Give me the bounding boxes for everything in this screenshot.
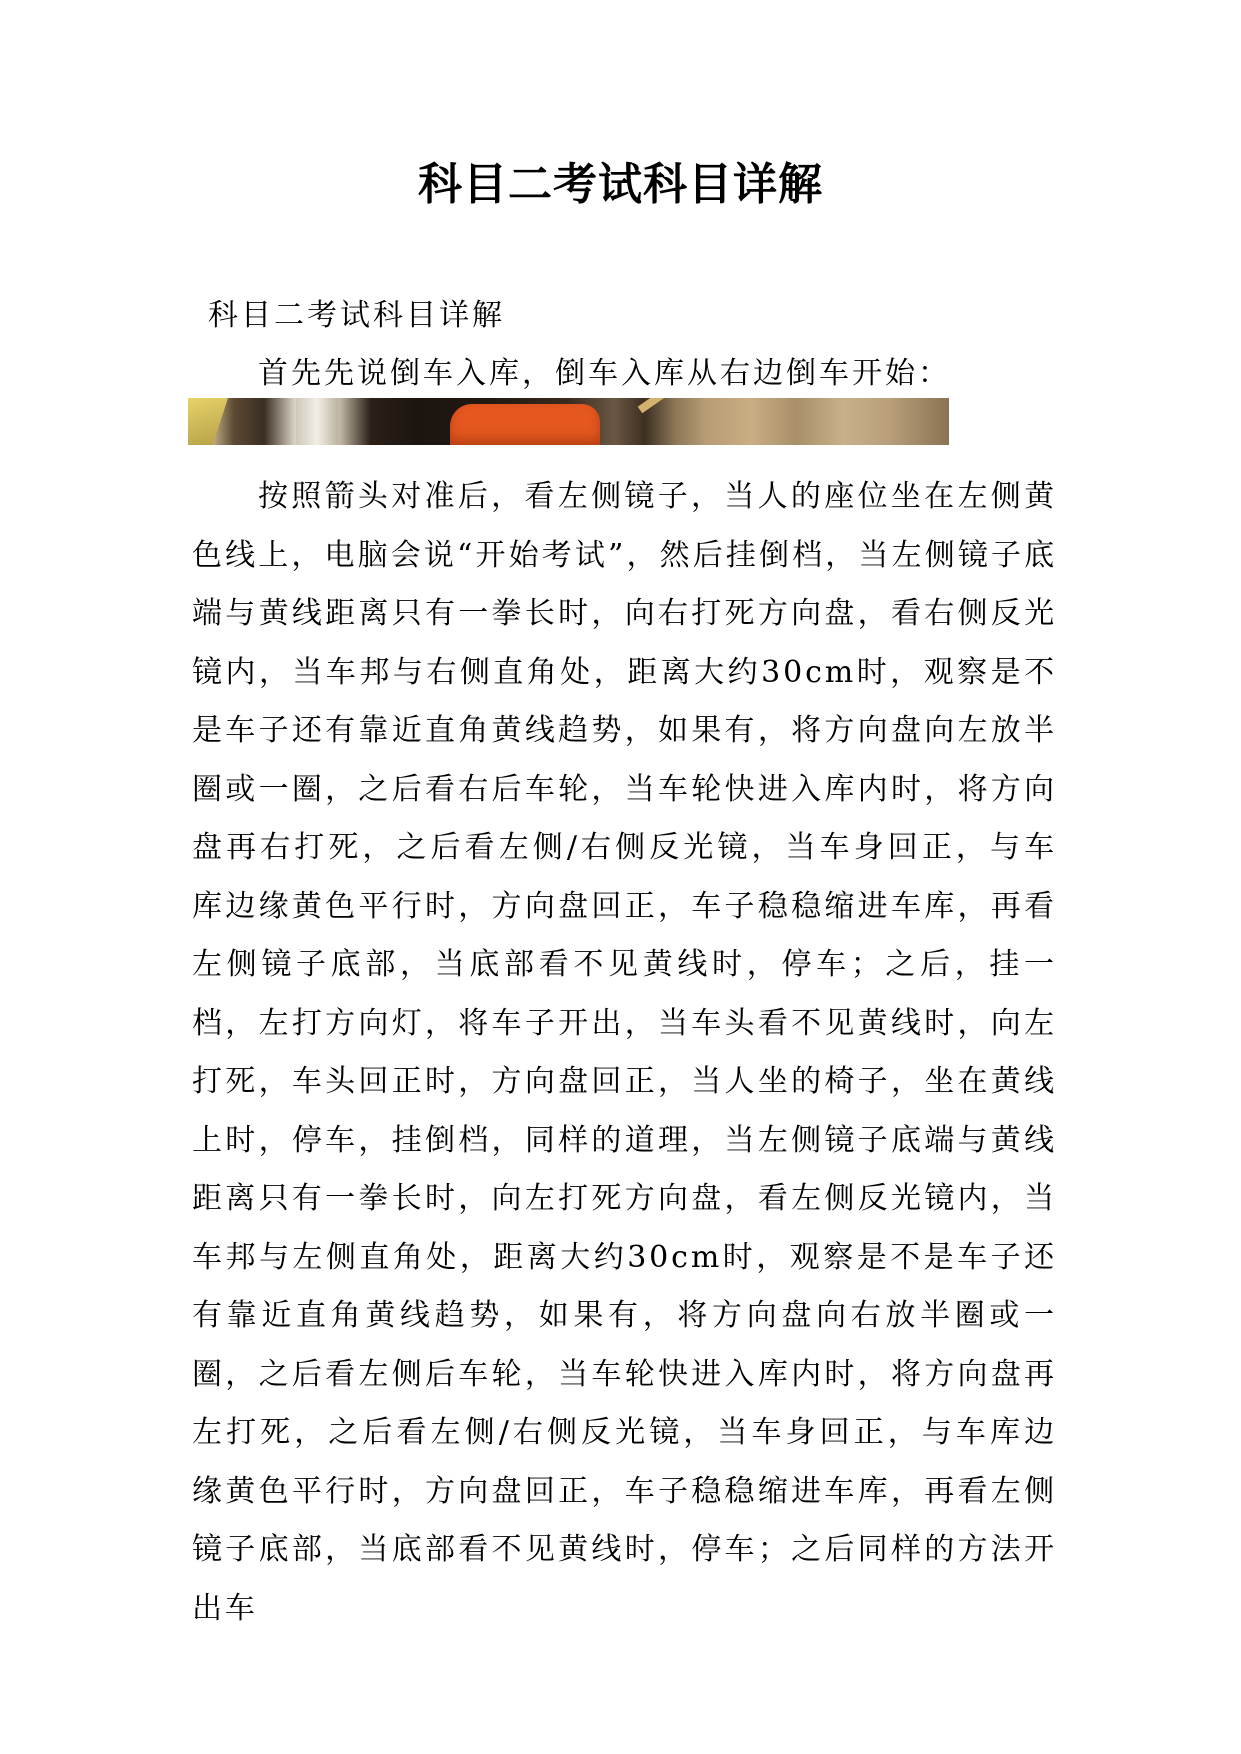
photo-orange-object	[450, 404, 600, 445]
photo-yellow-object	[188, 398, 228, 445]
document-subtitle: 科目二考试科目详解	[208, 298, 505, 333]
document-title: 科目二考试科目详解	[418, 159, 823, 210]
intro-paragraph: 首先先说倒车入库，倒车入库从右边倒车开始：	[258, 356, 951, 391]
photo-post	[296, 398, 338, 445]
cropped-photo	[188, 398, 949, 445]
body-paragraph: 按照箭头对准后，看左侧镜子，当人的座位坐在左侧黄色线上，电脑会说“开始考试”，然后挂倒档，当左侧镜子底端与黄线距离只有一拳长时，向右打死方向盘，看右侧反光镜内，当车邦与右侧直角处，距离大约30cm时，观察是不是车子还有靠近直角黄线趋势，如果有，将方向盘向左放半圈或一圈，之后看右后车轮，当车轮快进入库内时，将方向盘再右打死，之后看左侧/右侧反光镜，当车身回正，与车库边缘黄色平行时，方向盘回正，车子稳稳缩进车库，再看左侧镜子底部，当底部看不见黄线时，停车；之后，挂一档，左打方向灯，将车子开出，当车头看不见黄线时，向左打死，车头回正时，方向盘回正，当人坐的椅子，坐在黄线上时，停车，挂倒档，同样的道理，当左侧镜子底端与黄线距离只有一拳长时，向左打死方向盘，看左侧反光镜内，当车邦与左侧直角处，距离大约30cm时，观察是不是车子还有靠近直角黄线趋势，如果有，将方向盘向右放半圈或一圈，之后看左侧后车轮，当车轮快进入库内时，将方向盘再左打死，之后看左侧/右侧反光镜，当车身回正，与车库边缘黄色平行时，方向盘回正，车子稳稳缩进车库，再看左侧镜子底部，当底部看不见黄线时，停车；之后同样的方法开出车	[192, 479, 1057, 1626]
photo-wooden-stick	[638, 398, 700, 413]
